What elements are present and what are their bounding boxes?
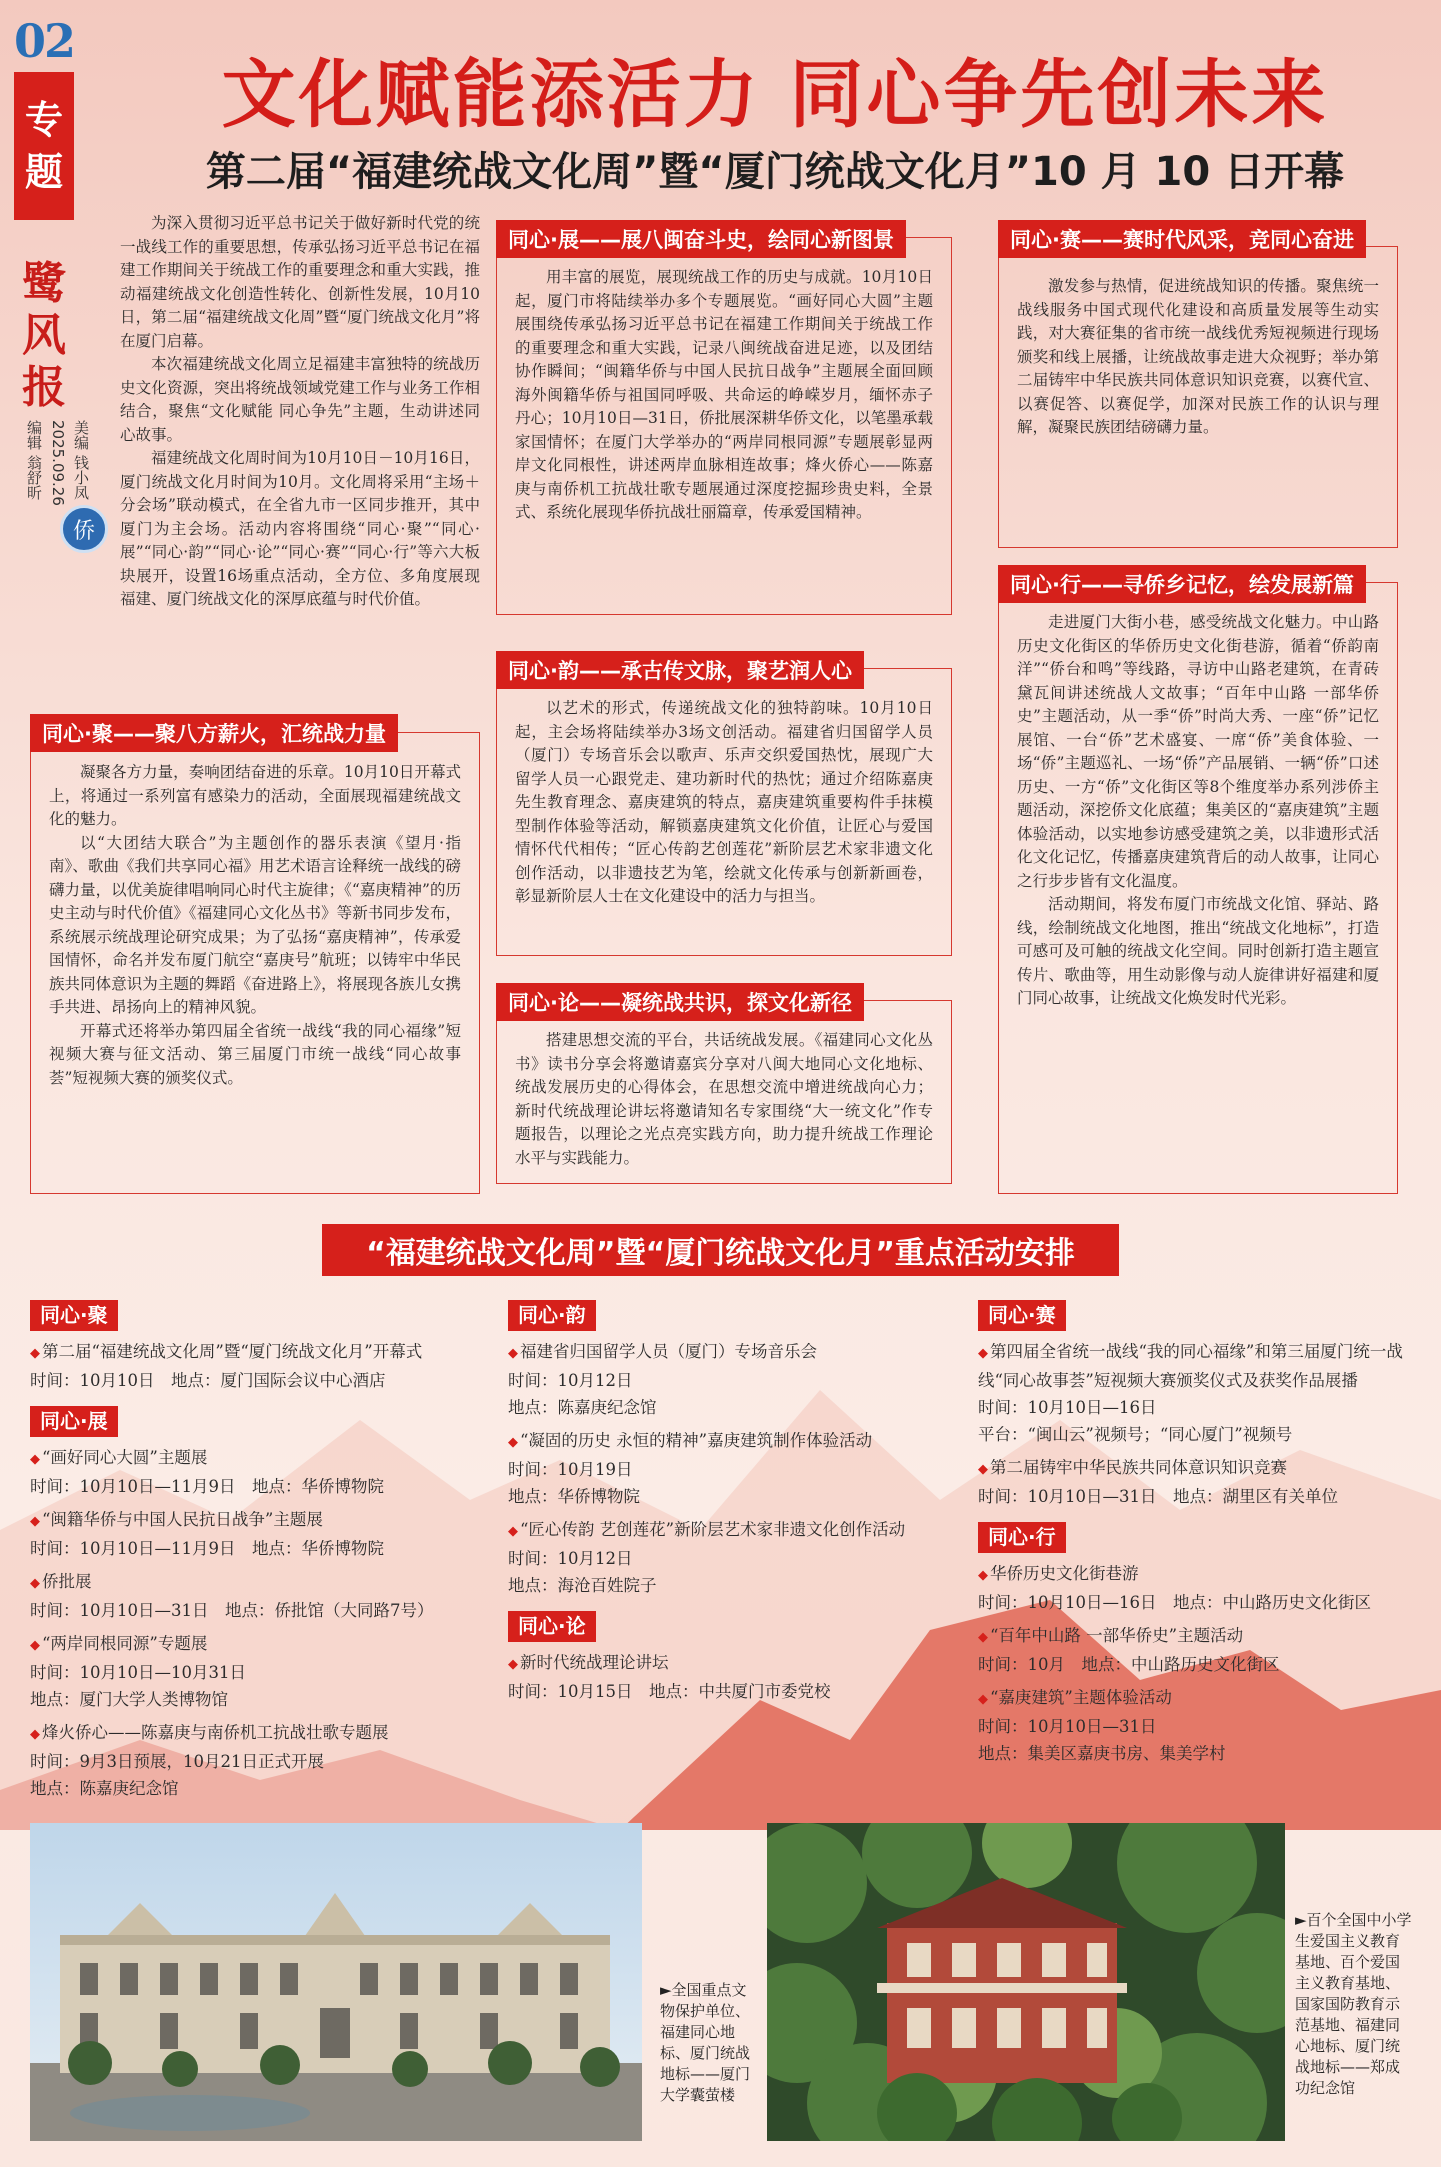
logo-char: 报 [22,362,66,413]
paragraph: 凝聚各方力量，奏响团结奋进的乐章。10月10日开幕式上，将通过一系列富有感染力的活动，全面展现福建统战文化的魅力。 [49,763,461,828]
section-label [14,72,74,220]
event-meta: 时间：10月 地点：中山路历史文化街区 [978,1655,1280,1674]
event-title: ◆ “嘉庚建筑”主题体验活动 [978,1684,1408,1713]
logo-char: 风 [22,310,66,361]
editor-credit: 编辑 翁舒昕 [25,420,43,500]
paragraph: 激发参与热情，促进统战知识的传播。聚焦统一战线服务中国式现代化建设和高质量发展等生动实践，对大赛征集的省市统一战线优秀短视频进行现场颁奖和线上展播，让统战故事走进大众视野；举办第二届铸牢中华民族共同体意识知识竞赛，以赛代宣、以赛促答、以赛促学，加深对民族工作的认识与理解，凝聚民族团结磅礴力量。 [1017,277,1379,436]
schedule-group [30,1400,485,1802]
event-meta: 时间：10月10日—16日 地点：中山路历史文化街区 [978,1593,1371,1612]
paragraph: 开幕式还将举办第四届全省统一战线“我的同心福缘”短视频大赛与征文活动、第三届厦门市统一战线“同心故事荟”短视频大赛的颁奖仪式。 [49,1021,461,1087]
schedule-tag: 同心·行 [978,1522,1066,1553]
schedule-group [30,1294,485,1394]
schedule-event [30,1506,485,1562]
building-image [767,1823,1285,2141]
section-tag-lun: 同心·论——凝统战共识，探文化新径 [496,983,864,1021]
schedule-column-3 [978,1294,1408,1773]
schedule-tag: 同心·赛 [978,1300,1066,1331]
issue-date: 2025.09.26 [49,420,67,506]
event-meta: 时间：10月10日—31日 地点：侨批馆（大同路7号） [30,1601,434,1620]
photo-xiamen-university [30,1823,642,2141]
event-meta: 时间：10月10日—16日 [978,1398,1157,1417]
event-title: ◆ “匠心传韵 艺创莲花”新阶层艺术家非遗文化创作活动 [508,1516,948,1545]
paragraph: 用丰富的展览，展现统战工作的历史与成就。10月10日起，厦门市将陆续举办多个专题展览。“画好同心大圆”主题展围绕传承弘扬习近平总书记在福建工作期间关于统战工作的重要理念和重大实践，记录八闽统战奋进足迹，以及团结协作瞬间；“闽籍华侨与中国人民抗日战争”主题展全面回顾海外闽籍华侨与祖国同呼吸、共命运的峥嵘岁月，缅怀赤子丹心；10月10日—31日，侨批展深耕华侨文化，以笔墨承载家国情怀；在厦门大学举办的“两岸同根同源”专题展彰显两岸文化同根性，讲述两岸血脉相连故事；烽火侨心——陈嘉庚与南侨机工抗战壮歌专题展通过深度挖掘珍贵史料，全景式、系统化展现华侨抗战壮丽篇章，传承爱国精神。 [515,268,933,521]
article-xing [998,582,1398,1194]
schedule-group [508,1605,948,1705]
paragraph: 以艺术的形式，传递统战文化的独特韵味。10月10日起，主会场将陆续举办3场文创活动。福建省归国留学人员（厦门）专场音乐会以歌声、乐声交织爱国热忱，展现广大留学人员一心跟党走、建功新时代的热忱；通过介绍陈嘉庚先生教育理念、嘉庚建筑的特点，嘉庚建筑重要构件手抹模型制作体验等活动，解锁嘉庚建筑文化价值，让匠心与爱国情怀代代相传；“匠心传韵艺创莲花”新阶层艺术家非遗文化创作活动，以非遗技艺为笔，绘就文化传承与创新新画卷，彰显新阶层人士在文化建设中的活力与担当。 [515,699,933,905]
event-meta: 时间：10月10日—11月9日 地点：华侨博物院 [30,1477,384,1496]
schedule-event [508,1516,948,1599]
article-yun [496,668,952,956]
logo-char: 鹭 [22,258,66,309]
section-tag-yun: 同心·韵——承古传文脉，聚艺润人心 [496,651,864,689]
section-tag-zhan: 同心·展——展八闽奋斗史，绘同心新图景 [496,220,906,258]
event-meta: 平台：“闽山云”视频号；“同心厦门”视频号 [978,1425,1293,1444]
event-meta: 时间：9月3日预展，10月21日正式开展 [30,1752,324,1771]
event-meta: 时间：10月10日—11月9日 地点：华侨博物院 [30,1539,384,1558]
section-label-char: 专 [24,98,63,142]
article-lun [496,1000,952,1184]
event-meta: 地点：华侨博物院 [508,1487,640,1506]
schedule-group [978,1294,1408,1510]
event-title: ◆ 福建省归国留学人员（厦门）专场音乐会 [508,1338,948,1367]
event-title: ◆ 烽火侨心——陈嘉庚与南侨机工抗战壮歌专题展 [30,1719,485,1748]
page-title: 文化赋能添活力 同心争先创未来 [221,52,1329,138]
schedule-event [508,1649,948,1705]
section-tag-sai: 同心·赛——赛时代风采，竞同心奋进 [998,220,1366,258]
page-number: 02 [14,14,75,68]
schedule-event [508,1338,948,1421]
article-zhan [496,237,952,615]
paragraph: 为深入贯彻习近平总书记关于做好新时代党的统一战线工作的重要思想，传承弘扬习近平总书记在福建工作期间关于统战工作的重要理念和重大实践，推动福建统战文化创造性转化、创新性发展，10月10日，第二届“福建统战文化周”暨“厦门统战文化月”将在厦门启幕。 [120,214,480,350]
schedule-column-2 [508,1294,948,1711]
photo-caption-right: ►百个全国中小学生爱国主义教育基地、百个爱国主义教育基地、国家国防教育示范基地、福建同心地标、厦门统战地标——郑成功纪念馆 [1295,1911,1412,2097]
paragraph: 福建统战文化周时间为10月10日－10月16日，厦门统战文化月时间为10月。文化周将采用“主场＋分会场”联动模式，在全省九市一区同步推开，其中厦门为主会场。活动内容将围绕“同心·聚”“同心·展”“同心·韵”“同心·论”“同心·赛”“同心·行”等六大板块展开，设置16场重点活动，全方位、多角度展现福建、厦门统战文化的深厚底蕴与时代价值。 [120,449,480,608]
event-title: ◆ “百年中山路 一部华侨史”主题活动 [978,1622,1408,1651]
event-meta: 时间：10月15日 地点：中共厦门市委党校 [508,1682,831,1701]
paragraph: 活动期间，将发布厦门市统战文化馆、驿站、路线，绘制统战文化地图，推出“统战文化地标”，打造可感可及可触的统战文化空间。同时创新打造主题宣传片、歌曲等，用生动影像与动人旋律讲好福建和厦门同心故事，让统战文化焕发时代光彩。 [1017,895,1379,1007]
event-meta: 时间：10月10日—10月31日 [30,1663,246,1682]
paragraph: 本次福建统战文化周立足福建丰富独特的统战历史文化资源，突出将统战领域党建工作与业务工作相结合，聚焦“文化赋能 同心争先”主题，生动讲述同心故事。 [120,355,480,444]
paragraph: 以“大团结大联合”为主题创作的器乐表演《望月·指南》、歌曲《我们共享同心福》用艺术语言诠释统一战线的磅礴力量，以优美旋律唱响同心时代主旋律；《“嘉庚精神”的历史主动与时代价值》《福建同心文化丛书》等新书同步发布，系统展示统战理论研究成果；为了弘扬“嘉庚精神”，传承爱国情怀，命名并发布厦门航空“嘉庚号”航班；以铸牢中华民族共同体意识为主题的舞蹈《奋进路上》，将展现各族儿女携手共进、昂扬向上的精神风貌。 [49,833,461,1016]
event-meta: 时间：10月10日—31日 地点：湖里区有关单位 [978,1487,1338,1506]
event-title: ◆ 第二届铸牢中华民族共同体意识知识竞赛 [978,1454,1408,1483]
schedule-tag: 同心·展 [30,1406,118,1437]
schedule-event [30,1338,485,1394]
schedule-event [978,1684,1408,1767]
article-ju [30,732,480,1194]
schedule-group [978,1516,1408,1767]
event-title: ◆ 新时代统战理论讲坛 [508,1649,948,1678]
schedule-column-1 [30,1294,485,1808]
schedule-event [978,1338,1408,1448]
event-title: ◆ 第二届“福建统战文化周”暨“厦门统战文化月”开幕式 [30,1338,485,1367]
schedule-event [30,1568,485,1624]
event-meta: 时间：10月10日—31日 [978,1717,1157,1736]
schedule-event [978,1454,1408,1510]
schedule-title: “福建统战文化周”暨“厦门统战文化月”重点活动安排 [322,1224,1119,1276]
schedule-event [30,1719,485,1802]
event-title: ◆ 华侨历史文化街巷游 [978,1560,1408,1589]
event-meta: 时间：10月12日 [508,1371,633,1390]
event-meta: 地点：海沧百姓院子 [508,1576,657,1595]
schedule-tag: 同心·韵 [508,1300,596,1331]
article-sai [998,246,1398,548]
event-meta: 地点：集美区嘉庚书房、集美学村 [978,1744,1226,1763]
edition-meta [24,420,90,506]
event-meta: 地点：厦门大学人类博物馆 [30,1690,228,1709]
event-meta: 时间：10月12日 [508,1549,633,1568]
schedule-group [508,1294,948,1599]
intro-article [120,212,480,612]
page-subtitle: 第二届“福建统战文化周”暨“厦门统战文化月”10 月 10 日开幕 [205,149,1345,195]
event-meta: 地点：陈嘉庚纪念馆 [30,1779,179,1798]
event-title: ◆ “画好同心大圆”主题展 [30,1444,485,1473]
event-title: ◆ “闽籍华侨与中国人民抗日战争”主题展 [30,1506,485,1535]
event-meta: 地点：陈嘉庚纪念馆 [508,1398,657,1417]
event-title: ◆ 侨批展 [30,1568,485,1597]
designer-credit: 美编 钱小凤 [72,420,90,500]
paragraph: 搭建思想交流的平台，共话统战发展。《福建同心文化丛书》读书分享会将邀请嘉宾分享对八闽大地同心文化地标、统战发展历史的心得体会，在思想交流中增进统战向心力；新时代统战理论讲坛将邀请知名专家围绕“大一统文化”作专题报告，以理论之光点亮实践方向，助力提升统战工作理论水平与实践能力。 [515,1031,933,1167]
event-title: ◆ 第四届全省统一战线“我的同心福缘”和第三届厦门统一战线“同心故事荟”短视频大赛颁奖仪式及获奖作品展播 [978,1338,1408,1394]
schedule-event [30,1630,485,1713]
event-meta: 时间：10月19日 [508,1460,633,1479]
photo-zheng-chenggong-memorial [767,1823,1285,2141]
photo-caption-left: ►全国重点文物保护单位、福建同心地标、厦门统战地标——厦门大学囊萤楼 [660,1981,751,2104]
section-tag-xing: 同心·行——寻侨乡记忆，绘发展新篇 [998,565,1366,603]
section-label-char: 题 [24,150,63,194]
event-meta: 时间：10月10日 地点：厦门国际会议中心酒店 [30,1371,386,1390]
event-title: ◆ “凝固的历史 永恒的精神”嘉庚建筑制作体验活动 [508,1427,948,1456]
event-title: ◆ “两岸同根同源”专题展 [30,1630,485,1659]
schedule-event [508,1427,948,1510]
building-image [30,1823,642,2141]
newspaper-logo [16,258,72,414]
schedule-event [978,1622,1408,1678]
schedule-tag: 同心·论 [508,1611,596,1642]
paragraph: 走进厦门大街小巷，感受统战文化魅力。中山路历史文化街区的华侨历史文化街巷游，循着“侨韵南洋”“侨台和鸣”等线路，寻访中山路老建筑，在青砖黛瓦间讲述统战人文故事；“百年中山路 一部华侨史”主题活动，从一季“侨”时尚大秀、一座“侨”记忆展馆、一台“侨”艺术盛宴、一席“侨”美食体验、一场“侨”主题巡礼、一场“侨”产品展销、一辆“侨”口述历史、一方“侨”文化街区等8个维度举办系列涉侨主题活动，深挖侨文化底蕴；集美区的“嘉庚建筑”主题体验活动，以实地参访感受建筑之美，以非遗形式活化文化记忆，传播嘉庚建筑背后的动人故事，让同心之行步步皆有文化温度。 [1017,613,1379,890]
schedule-event [30,1444,485,1500]
schedule-tag: 同心·聚 [30,1300,118,1331]
section-tag-ju: 同心·聚——聚八方薪火，汇统战力量 [30,714,398,752]
seal-icon: 侨 [60,505,108,553]
schedule-event [978,1560,1408,1616]
